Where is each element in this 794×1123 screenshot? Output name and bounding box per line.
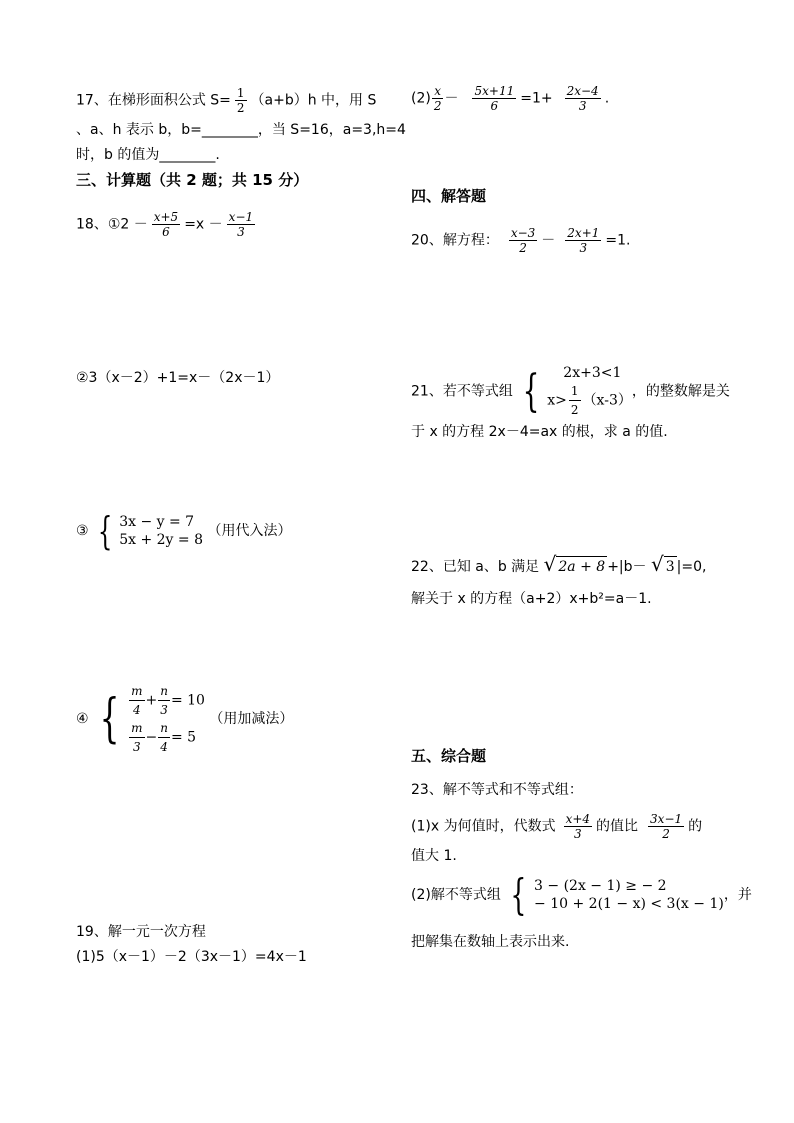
q17-frac-den: 2 [236, 101, 245, 115]
q23-p1-a: (1)x 为何值时，代数式 [411, 818, 556, 835]
q22-label: 22、已知 a、b 满足 [411, 559, 540, 575]
section-3-title: 三、计算题（共 2 题；共 15 分） [76, 171, 309, 189]
sqrt-icon: √ [650, 552, 664, 576]
q21-eq2-num: 1 [569, 382, 581, 401]
sqrt-icon: √ [543, 552, 557, 576]
q18-frac-2-den: 3 [237, 225, 245, 239]
q19b-frac-2 [472, 84, 516, 113]
q18d-e2-minus: − [145, 729, 158, 746]
q18-frac-1-num: x+5 [153, 210, 179, 224]
q18c-note: （用代入法） [207, 523, 292, 539]
q22-mid: +|b－ [607, 559, 647, 575]
q20-frac-1-num: x−3 [510, 226, 536, 240]
q23-title: 23、解不等式和不等式组： [411, 782, 583, 798]
q19-part-1: (1)5（x－1）－2（3x－1）=4x－1 [76, 949, 307, 965]
section-4-title: 四、解答题 [411, 187, 487, 205]
q23-p1-frac-1 [564, 812, 592, 841]
q19b-frac-3-den: 3 [578, 99, 587, 113]
q22-line-2: 解关于 x 的方程（a+2）x+b²=a－1. [411, 591, 652, 607]
q18d-e2-rhs: = 5 [170, 729, 197, 746]
section-5-title: 五、综合题 [411, 747, 487, 765]
q22-end: |=0, [676, 559, 707, 575]
left-brace-icon: { [97, 509, 113, 553]
q23-p1-frac-2-den: 2 [662, 827, 670, 841]
q18d-note: （用加减法） [209, 711, 294, 727]
q21-line-2: 于 x 的方程 2x－4=ax 的根，求 a 的值. [411, 424, 668, 440]
q17-line-2: 、a、h 表示 b，b=________，当 S=16，a=3,h=4 [76, 122, 406, 138]
q23-p2-a: (2)解不等式组 [411, 887, 501, 903]
q23-p2-line-2: 把解集在数轴上表示出来. [411, 934, 570, 950]
q20-label: 20、解方程： [411, 232, 499, 249]
q19b-minus: － [444, 90, 459, 107]
q18-frac-1-den: 6 [162, 225, 170, 239]
q17-text-2: （a+b）h 中，用 S [250, 92, 377, 109]
question-22 [411, 554, 706, 577]
left-brace-icon: { [522, 365, 540, 417]
q20-frac-2-num: 2x+1 [567, 226, 600, 240]
q17-frac-num: 1 [236, 86, 245, 100]
q23-p2-b: ，并 [723, 887, 752, 903]
q23-p2-eq1: 3 − (2x − 1) ≥ − 2 [534, 878, 667, 894]
q21-after: ，的整数解是关 [631, 383, 730, 400]
q22-sqrt-2: 3 [664, 556, 677, 577]
q18c-eq1: 3x − y = 7 [119, 514, 195, 530]
q21-eq2 [547, 382, 632, 419]
q19b-frac-1-den: 2 [433, 99, 442, 113]
q20-frac-1 [509, 226, 537, 255]
question-18-3 [76, 509, 292, 553]
q19b-frac-3-num: 2x−4 [566, 84, 599, 98]
q18d-e1-f2-num: n [158, 682, 170, 701]
q18-mid: =x － [184, 216, 223, 233]
q18d-e1-f1-den: 4 [132, 703, 141, 717]
q23-p1-frac-2-num: 3x−1 [650, 812, 683, 826]
q17-text-1: 17、在梯形面积公式 S= [76, 92, 231, 109]
q23-p1-b: 的值比 [596, 818, 639, 835]
q23-p1-frac-1-num: x+4 [565, 812, 591, 826]
q23-p1-frac-1-den: 3 [573, 827, 582, 841]
q18-frac-2-num: x−1 [228, 210, 254, 224]
q17-line-3: 时，b 的值为________. [76, 147, 220, 163]
q21-eq2-den: 2 [570, 403, 579, 417]
q19b-frac-2-den: 6 [490, 99, 499, 113]
q18-label: 18、①2 － [76, 216, 148, 233]
q18c-eq2: 5x + 2y = 8 [119, 532, 203, 548]
q19-title: 19、解一元一次方程 [76, 924, 206, 940]
q21-eq2-a: x> [547, 392, 567, 409]
q18d-label: ④ [76, 711, 89, 727]
q19b-end: . [604, 90, 610, 107]
q18d-e2-f2-num: n [158, 719, 170, 738]
q18-frac-2 [227, 210, 255, 239]
q18d-e1-f1-num: m [129, 682, 144, 701]
left-brace-icon: { [99, 689, 120, 749]
q20-minus: － [541, 232, 556, 249]
question-20 [411, 226, 630, 255]
q22-sqrt-1: 2a + 8 [556, 556, 607, 577]
q18-frac-1 [152, 210, 180, 239]
q18d-e1-plus: + [145, 692, 158, 709]
q20-frac-2-den: 3 [579, 241, 588, 255]
q20-end: =1. [605, 232, 631, 249]
q18c-system [93, 509, 203, 553]
q20-frac-1-den: 2 [519, 241, 527, 255]
q23-p1-c: 的 [688, 818, 703, 835]
q18d-e2-f1-den: 3 [132, 740, 141, 754]
q18d-system [93, 682, 205, 756]
question-17 [76, 86, 376, 115]
q17-fraction [235, 86, 247, 115]
q23-p1-line-2: 值大 1. [411, 848, 457, 864]
q23-p2-eq2: − 10 + 2(1 − x) < 3(x − 1) [534, 896, 724, 912]
q21-eq2-b: （x-3） [582, 392, 632, 409]
q19b-frac-1-num: x [434, 84, 442, 98]
left-brace-icon: { [510, 870, 527, 919]
q18d-eq2 [128, 719, 205, 756]
q18d-e2-f1-num: m [129, 719, 144, 738]
q20-frac-2 [565, 226, 601, 255]
q19b-frac-3 [565, 84, 601, 113]
q19-part-2 [411, 84, 609, 113]
question-18-4 [76, 682, 293, 756]
q21-system [517, 364, 632, 419]
q23-part-2 [411, 870, 752, 919]
q23-system [505, 870, 724, 919]
question-18-2: ②3（x－2）+1=x－（2x－1） [76, 370, 280, 386]
question-21 [411, 364, 730, 419]
q19b-frac-1 [432, 84, 444, 113]
q18c-label: ③ [76, 523, 89, 539]
q23-p1-frac-2 [648, 812, 684, 841]
q19b-frac-2-num: 5x+11 [474, 84, 515, 98]
q21-eq1: 2x+3<1 [563, 365, 622, 381]
q21-label: 21、若不等式组 [411, 383, 513, 400]
q18d-eq1 [128, 682, 205, 719]
q18d-e1-rhs: = 10 [170, 692, 205, 709]
q19b-mid: =1+ [520, 90, 553, 107]
q18d-e2-f2-den: 4 [160, 740, 168, 754]
q23-part-1 [411, 812, 702, 841]
q19b-label: (2) [411, 90, 431, 107]
question-18-1 [76, 210, 259, 239]
q18d-e1-f2-den: 3 [160, 703, 168, 717]
